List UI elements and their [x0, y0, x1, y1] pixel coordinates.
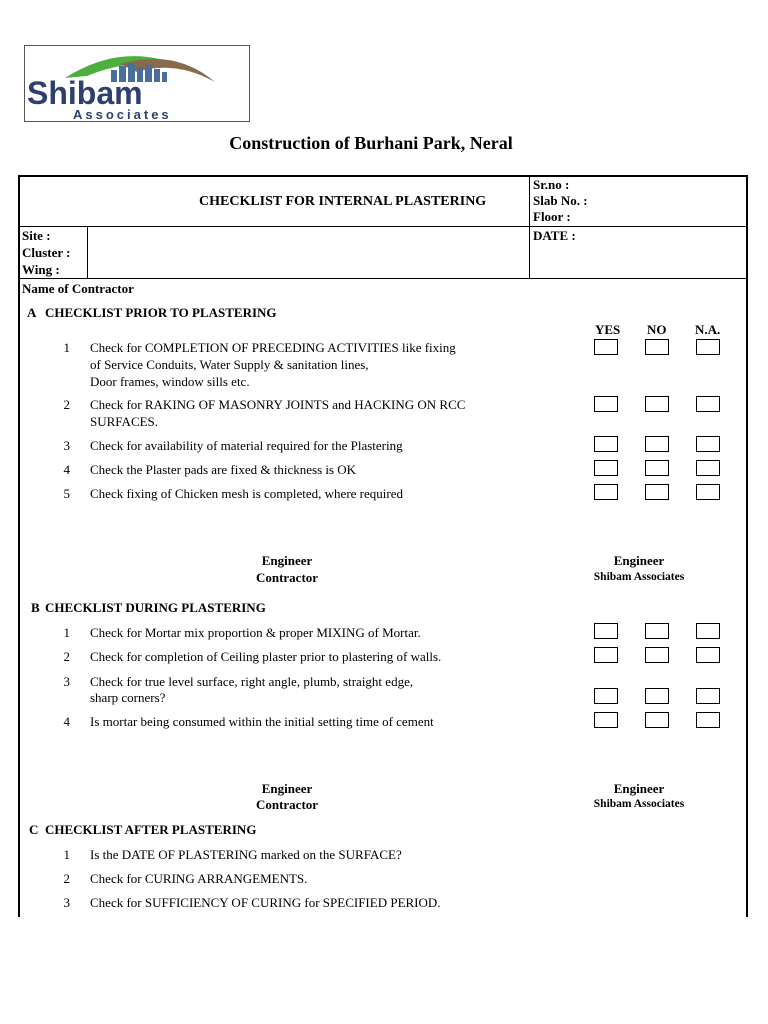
na-checkbox[interactable] [696, 460, 720, 476]
yes-checkbox[interactable] [594, 396, 618, 412]
na-checkbox[interactable] [696, 436, 720, 452]
floor-label: Floor : [533, 209, 571, 224]
na-checkbox[interactable] [696, 647, 720, 663]
cluster-label: Cluster : [22, 245, 71, 260]
contractor-label: Name of Contractor [22, 281, 134, 296]
item-text: Check for CURING ARRANGEMENTS. [90, 871, 308, 886]
sr-no-label: Sr.no : [533, 177, 570, 192]
no-checkbox[interactable] [645, 460, 669, 476]
header-divider [18, 226, 748, 227]
yes-checkbox[interactable] [594, 688, 618, 704]
na-checkbox[interactable] [696, 396, 720, 412]
no-checkbox[interactable] [645, 623, 669, 639]
date-label: DATE : [533, 228, 576, 243]
item-text: Check fixing of Chicken mesh is completed, where required [90, 486, 403, 501]
site-col-divider [87, 226, 88, 278]
signature-left-role: Engineer [261, 781, 313, 796]
section-a-title: CHECKLIST PRIOR TO PLASTERING [45, 305, 277, 320]
item-text: SURFACES. [90, 414, 159, 429]
no-checkbox[interactable] [645, 484, 669, 500]
logo-name: Shibam [27, 75, 143, 111]
signature-right-org: Shibam Associates [593, 798, 685, 810]
item-text: Check for availability of material required for the Plastering [90, 438, 403, 453]
item-number: 2 [63, 871, 70, 886]
item-text: Door frames, window sills etc. [90, 374, 250, 389]
table-left-border [18, 175, 20, 917]
item-number: 4 [63, 714, 70, 729]
section-c-letter: C [29, 822, 39, 837]
section-a-letter: A [27, 305, 37, 320]
no-checkbox[interactable] [645, 339, 669, 355]
item-text: Check for Mortar mix proportion & proper MIXING of Mortar. [90, 625, 421, 640]
no-checkbox[interactable] [645, 647, 669, 663]
company-logo [24, 45, 250, 122]
na-checkbox[interactable] [696, 484, 720, 500]
no-checkbox[interactable] [645, 688, 669, 704]
item-text: Check for RAKING OF MASONRY JOINTS and HACKING ON RCC [90, 397, 466, 412]
item-text: Is the DATE OF PLASTERING marked on the SURFACE? [90, 847, 402, 862]
item-number: 2 [63, 649, 70, 664]
item-text: Is mortar being consumed within the initial setting time of cement [90, 714, 434, 729]
signature-right-role: Engineer [613, 553, 665, 568]
checklist-title: CHECKLIST FOR INTERNAL PLASTERING [199, 194, 487, 209]
na-checkbox[interactable] [696, 339, 720, 355]
na-checkbox[interactable] [696, 712, 720, 728]
table-top-border [18, 175, 748, 177]
signature-right-role: Engineer [613, 781, 665, 796]
signature-left-org: Contractor [255, 570, 319, 585]
wing-label: Wing : [22, 262, 60, 277]
project-title: Construction of Burhani Park, Neral [229, 133, 513, 153]
item-number: 3 [63, 438, 70, 453]
item-number: 1 [63, 340, 70, 355]
item-number: 4 [63, 462, 70, 477]
signature-left-role: Engineer [261, 553, 313, 568]
site-divider [18, 278, 748, 279]
item-text: Check the Plaster pads are fixed & thickness is OK [90, 462, 357, 477]
yes-checkbox[interactable] [594, 647, 618, 663]
section-c-title: CHECKLIST AFTER PLASTERING [45, 822, 257, 837]
item-text: Check for completion of Ceiling plaster prior to plastering of walls. [90, 649, 442, 664]
section-b-letter: B [31, 600, 40, 615]
col-na-label: N.A. [695, 322, 721, 337]
col-yes-label: YES [595, 322, 621, 337]
signature-left-org: Contractor [255, 797, 319, 812]
col-no-label: NO [647, 322, 667, 337]
no-checkbox[interactable] [645, 712, 669, 728]
item-text: sharp corners? [90, 690, 166, 705]
na-checkbox[interactable] [696, 623, 720, 639]
yes-checkbox[interactable] [594, 484, 618, 500]
site-label: Site : [22, 228, 51, 243]
yes-checkbox[interactable] [594, 339, 618, 355]
item-number: 1 [63, 847, 70, 862]
section-b-title: CHECKLIST DURING PLASTERING [45, 600, 266, 615]
no-checkbox[interactable] [645, 396, 669, 412]
item-number: 3 [63, 895, 70, 910]
na-checkbox[interactable] [696, 688, 720, 704]
item-number: 3 [63, 674, 70, 689]
signature-right-org: Shibam Associates [593, 571, 685, 583]
logo-graphic [25, 46, 249, 121]
yes-checkbox[interactable] [594, 712, 618, 728]
item-text: Check for SUFFICIENCY OF CURING for SPECIFIED PERIOD. [90, 895, 441, 910]
yes-checkbox[interactable] [594, 460, 618, 476]
item-text: Check for true level surface, right angle, plumb, straight edge, [90, 674, 414, 689]
item-number: 2 [63, 397, 70, 412]
logo-tagline: Associates [73, 107, 172, 121]
item-text: of Service Conduits, Water Supply & sanitation lines, [90, 357, 369, 372]
item-number: 5 [63, 486, 70, 501]
item-text: Check for COMPLETION OF PRECEDING ACTIVITIES like fixing [90, 340, 456, 355]
item-number: 1 [63, 625, 70, 640]
yes-checkbox[interactable] [594, 623, 618, 639]
header-col-divider [529, 175, 530, 278]
table-right-border [746, 175, 748, 917]
no-checkbox[interactable] [645, 436, 669, 452]
yes-checkbox[interactable] [594, 436, 618, 452]
slab-no-label: Slab No. : [533, 193, 588, 208]
